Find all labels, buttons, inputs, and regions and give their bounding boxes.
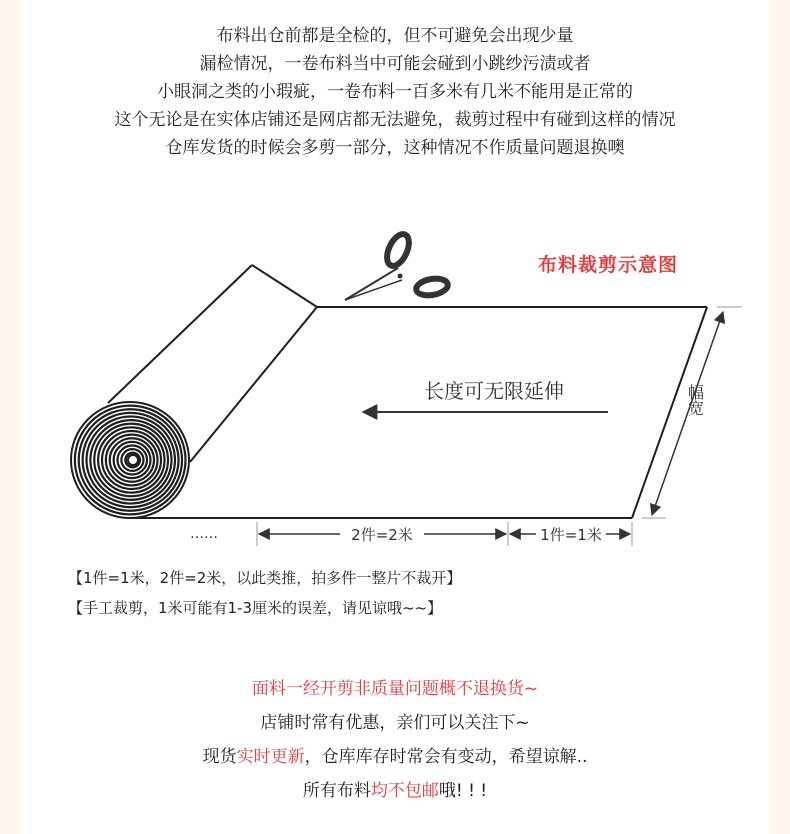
intro-line: 漏检情况，一卷布料当中可能会碰到小跳纱污渍或者: [199, 54, 591, 74]
measure-2m-label: 2件=2米: [351, 526, 413, 544]
notice-shipping: [20, 776, 770, 801]
width-label: 幅宽: [685, 384, 705, 416]
measure-1m-label: 1件=1米: [540, 526, 602, 544]
notice-no-return: 面料一经开剪非质量问题概不退换货~: [251, 679, 539, 699]
roll-core: [128, 455, 138, 465]
notice-stock-highlight: 实时更新: [236, 747, 305, 767]
length-label: 长度可无限延伸: [424, 379, 564, 403]
intro-line: 小眼洞之类的小瑕疵，一卷布料一百多米有几米不能用是正常的: [157, 82, 633, 102]
notice-promotions: 店铺时常有优惠，亲们可以关注下~: [260, 713, 530, 733]
notice-stock-a: 现货: [202, 747, 237, 767]
notice-shipping-a: 所有布料: [302, 781, 371, 801]
notice-shipping-highlight: 均不包邮: [370, 781, 439, 801]
intro-line: 布料出仓前都是全检的，但不可避免会出现少量: [216, 26, 574, 46]
intro-line: 仓库发货的时候会多剪一部分，这种情况不作质量问题退换噢: [165, 138, 625, 158]
notice-stock-c: ，仓库库存时常会有变动，希望谅解..: [304, 747, 588, 767]
scissors-icon: [345, 231, 449, 300]
continuation-dots: ……: [190, 526, 218, 542]
intro-line: 这个无论是在实体店铺还是网店都无法避免，裁剪过程中有碰到这样的情况: [114, 110, 676, 130]
notice-shipping-c: 哦! ! !: [438, 781, 488, 801]
page-panel: [20, 0, 770, 834]
note-tolerance: 【手工裁剪，1米可能有1-3厘米的误差，请见谅哦~~】: [68, 599, 443, 617]
fabric-roll: [71, 402, 189, 518]
diagram-title: 布料裁剪示意图: [538, 254, 679, 276]
note-quantity: 【1件=1米，2件=2米，以此类推，拍多件一整片不裁开】: [68, 569, 462, 587]
fabric-sheet: [108, 265, 707, 518]
notice-stock: [20, 742, 770, 767]
